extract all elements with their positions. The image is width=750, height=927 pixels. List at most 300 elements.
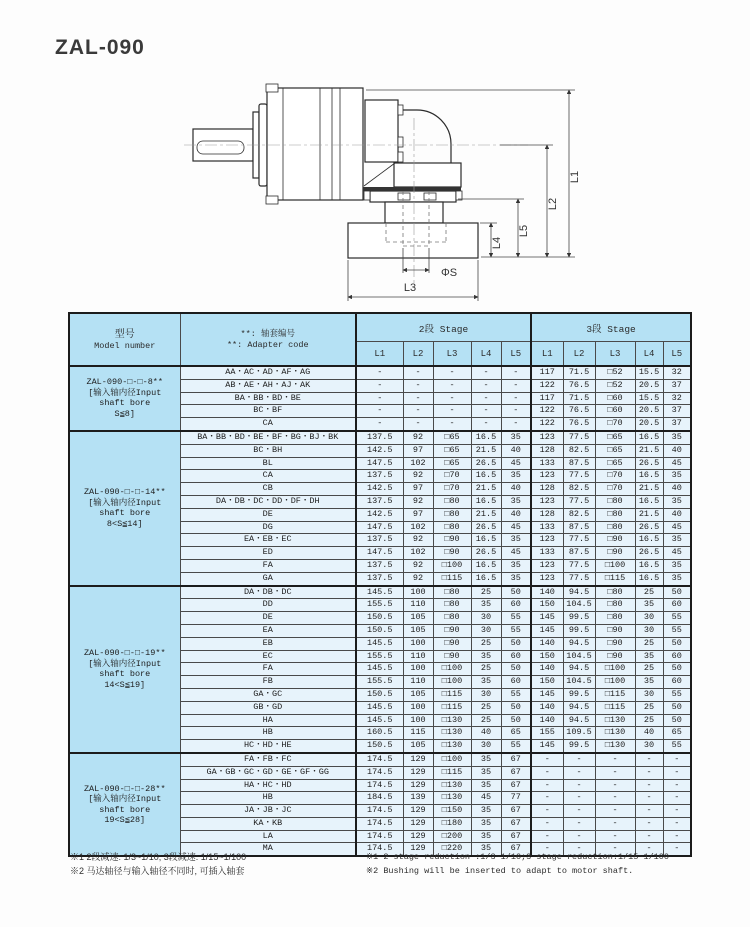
dim-value-cell: 40: [471, 727, 501, 740]
dim-value-cell: 50: [501, 637, 531, 650]
dim-value-cell: -: [663, 805, 691, 818]
dim-value-cell: 140: [531, 701, 563, 714]
dim-value-cell: -: [433, 405, 471, 418]
dim-value-cell: 129: [403, 805, 433, 818]
dim-value-cell: 150.5: [356, 624, 403, 637]
dim-value-cell: □65: [595, 431, 635, 444]
adapter-code-cell: FA: [180, 663, 356, 676]
dim-value-cell: □115: [433, 572, 471, 585]
dim-value-cell: 160.5: [356, 727, 403, 740]
dim-value-cell: □80: [433, 521, 471, 534]
dim-value-cell: 133: [531, 457, 563, 470]
dim-value-cell: -: [595, 779, 635, 792]
dim-value-cell: 145: [531, 612, 563, 625]
dim-value-cell: □52: [595, 366, 635, 379]
dim-value-cell: 26.5: [471, 457, 501, 470]
dim-value-cell: 92: [403, 559, 433, 572]
dim-value-cell: -: [595, 830, 635, 843]
adapter-code-cell: GA: [180, 572, 356, 585]
dim-value-cell: 35: [471, 766, 501, 779]
dim-value-cell: □65: [595, 457, 635, 470]
dim-value-cell: 100: [403, 701, 433, 714]
dim-value-cell: □100: [433, 559, 471, 572]
dim-value-cell: 16.5: [635, 572, 663, 585]
dim-value-cell: -: [635, 779, 663, 792]
dim-value-cell: 174.5: [356, 817, 403, 830]
header-dim: L4: [471, 342, 501, 367]
dim-value-cell: -: [635, 792, 663, 805]
adapter-code-cell: MA: [180, 843, 356, 856]
header-adapter-code: **: 轴套编号 **: Adapter code: [180, 313, 356, 366]
dim-value-cell: 174.5: [356, 766, 403, 779]
adapter-code-cell: HB: [180, 792, 356, 805]
dim-label-phi-s: ΦS: [440, 267, 458, 279]
dim-value-cell: 16.5: [635, 495, 663, 508]
dim-value-cell: 35: [663, 572, 691, 585]
dim-value-cell: -: [531, 792, 563, 805]
dim-value-cell: 60: [501, 676, 531, 689]
adapter-code-cell: CB: [180, 483, 356, 496]
dim-value-cell: □100: [433, 663, 471, 676]
footnote-en-line2: ※2 Bushing will be inserted to adapt to motor shaft.: [366, 865, 634, 876]
dim-value-cell: 76.5: [563, 418, 595, 431]
dim-value-cell: 150.5: [356, 688, 403, 701]
adapter-code-cell: DG: [180, 521, 356, 534]
dim-value-cell: 94.5: [563, 714, 595, 727]
dim-value-cell: □115: [595, 701, 635, 714]
dim-value-cell: 139: [403, 792, 433, 805]
dim-value-cell: 35: [471, 779, 501, 792]
flange-bolt-right: [424, 193, 436, 200]
dim-value-cell: □130: [433, 714, 471, 727]
dim-value-cell: -: [471, 379, 501, 392]
dim-value-cell: -: [531, 753, 563, 766]
header-dim: L2: [563, 342, 595, 367]
dim-value-cell: 87.5: [563, 547, 595, 560]
dim-value-cell: 35: [471, 676, 501, 689]
dim-value-cell: □130: [433, 792, 471, 805]
dim-value-cell: □90: [433, 650, 471, 663]
dim-value-cell: □60: [595, 405, 635, 418]
dim-value-cell: 155.5: [356, 599, 403, 612]
dim-value-cell: 123: [531, 534, 563, 547]
footnote-zh-line1: ※1 2段减速: 1/3~1/10; 3段减速: 1/15~1/100: [70, 852, 247, 862]
dim-value-cell: 92: [403, 495, 433, 508]
dim-value-cell: □90: [595, 624, 635, 637]
dim-value-cell: -: [663, 779, 691, 792]
dim-value-cell: □130: [433, 727, 471, 740]
dim-value-cell: 128: [531, 508, 563, 521]
dim-value-cell: □80: [433, 508, 471, 521]
dim-value-cell: -: [595, 805, 635, 818]
dim-value-cell: -: [531, 779, 563, 792]
dim-value-cell: 55: [501, 688, 531, 701]
dim-value-cell: 82.5: [563, 444, 595, 457]
dim-value-cell: □65: [433, 444, 471, 457]
dim-value-cell: □100: [595, 663, 635, 676]
dim-value-cell: 16.5: [471, 559, 501, 572]
dim-value-cell: □65: [433, 457, 471, 470]
dim-value-cell: -: [471, 405, 501, 418]
dim-value-cell: 97: [403, 508, 433, 521]
adapter-code-cell: CA: [180, 418, 356, 431]
dim-label-l5: L5: [518, 224, 530, 238]
footnote-en-line1: ※1 2 stage reduction :1/3~1/10;3 stage reduction:1/15~1/100: [366, 852, 669, 862]
dim-value-cell: □70: [595, 470, 635, 483]
dim-value-cell: 82.5: [563, 483, 595, 496]
header-stage2: 2段 Stage: [356, 313, 531, 342]
dim-value-cell: 94.5: [563, 663, 595, 676]
dim-value-cell: 122: [531, 418, 563, 431]
dim-value-cell: -: [471, 418, 501, 431]
dim-value-cell: 174.5: [356, 843, 403, 856]
dim-value-cell: 55: [663, 740, 691, 753]
dim-value-cell: 35: [663, 431, 691, 444]
dim-value-cell: -: [433, 392, 471, 405]
adapter-code-cell: BA・BB・BD・BE・BF・BG・BJ・BK: [180, 431, 356, 444]
bolt-bottom: [266, 196, 278, 204]
dim-value-cell: -: [563, 779, 595, 792]
dim-value-cell: 104.5: [563, 599, 595, 612]
dim-value-cell: 92: [403, 470, 433, 483]
dim-label-l1: L1: [569, 170, 581, 184]
dim-value-cell: 104.5: [563, 676, 595, 689]
dim-value-cell: -: [563, 753, 595, 766]
dim-value-cell: 110: [403, 676, 433, 689]
dim-value-cell: 21.5: [471, 508, 501, 521]
dim-value-cell: □70: [433, 483, 471, 496]
dim-value-cell: 25: [471, 637, 501, 650]
dim-value-cell: -: [563, 843, 595, 856]
dim-value-cell: 67: [501, 779, 531, 792]
header-dim: L4: [635, 342, 663, 367]
adapter-code-cell: HA: [180, 714, 356, 727]
dim-value-cell: 35: [501, 470, 531, 483]
dim-value-cell: 129: [403, 753, 433, 766]
dim-value-cell: 50: [663, 586, 691, 599]
footnote-zh: [70, 851, 246, 878]
dim-value-cell: 16.5: [635, 534, 663, 547]
dim-value-cell: 105: [403, 624, 433, 637]
adapter-code-cell: BA・BB・BD・BE: [180, 392, 356, 405]
dim-value-cell: 99.5: [563, 624, 595, 637]
dim-value-cell: -: [433, 366, 471, 379]
dim-value-cell: 15.5: [635, 392, 663, 405]
dim-value-cell: 67: [501, 817, 531, 830]
dim-value-cell: 142.5: [356, 444, 403, 457]
header-model: 型号 Model number: [69, 313, 180, 366]
gear-housing: [267, 88, 363, 200]
dim-value-cell: 155.5: [356, 676, 403, 689]
dim-value-cell: □80: [595, 508, 635, 521]
dim-value-cell: 150: [531, 599, 563, 612]
footnote-zh-line2: ※2 马达轴径与输入轴径不同时, 可插入轴套: [70, 865, 245, 876]
dim-value-cell: 174.5: [356, 830, 403, 843]
dim-value-cell: 140: [531, 637, 563, 650]
dim-value-cell: 21.5: [635, 483, 663, 496]
adapter-code-cell: GB・GD: [180, 701, 356, 714]
dim-value-cell: 35: [663, 495, 691, 508]
plate-band: [363, 187, 461, 191]
dim-value-cell: 21.5: [635, 444, 663, 457]
dim-value-cell: □100: [595, 559, 635, 572]
dim-value-cell: 30: [471, 624, 501, 637]
dim-value-cell: 65: [501, 727, 531, 740]
dim-value-cell: 60: [663, 676, 691, 689]
dim-value-cell: 137.5: [356, 470, 403, 483]
dim-value-cell: -: [563, 792, 595, 805]
page-title: ZAL-090: [55, 36, 145, 59]
dim-value-cell: □70: [433, 470, 471, 483]
dim-value-cell: 145: [531, 740, 563, 753]
adapter-code-cell: FA・FB・FC: [180, 753, 356, 766]
dim-value-cell: 67: [501, 766, 531, 779]
adapter-code-cell: CA: [180, 470, 356, 483]
dim-value-cell: 150.5: [356, 740, 403, 753]
dim-value-cell: 35: [471, 830, 501, 843]
dim-value-cell: □100: [433, 676, 471, 689]
dim-value-cell: 50: [501, 586, 531, 599]
dim-value-cell: 123: [531, 470, 563, 483]
dim-value-cell: -: [501, 379, 531, 392]
adapter-code-cell: EA・EB・EC: [180, 534, 356, 547]
dim-value-cell: 137.5: [356, 559, 403, 572]
dim-value-cell: -: [531, 805, 563, 818]
dim-value-cell: -: [663, 766, 691, 779]
dim-value-cell: 35: [471, 817, 501, 830]
dim-value-cell: -: [403, 366, 433, 379]
dim-value-cell: □80: [595, 495, 635, 508]
dim-value-cell: 20.5: [635, 405, 663, 418]
adapter-code-cell: HA・HC・HD: [180, 779, 356, 792]
dim-value-cell: □80: [595, 586, 635, 599]
dim-value-cell: 50: [663, 637, 691, 650]
dim-value-cell: 45: [663, 521, 691, 534]
dim-value-cell: 55: [663, 688, 691, 701]
adapter-code-cell: DA・DB・DC: [180, 586, 356, 599]
adapter-code-cell: HB: [180, 727, 356, 740]
dim-value-cell: -: [663, 753, 691, 766]
dim-value-cell: □130: [433, 740, 471, 753]
dim-value-cell: □80: [433, 495, 471, 508]
dim-value-cell: 40: [663, 483, 691, 496]
dim-value-cell: -: [595, 766, 635, 779]
dim-value-cell: 60: [663, 599, 691, 612]
dim-value-cell: -: [635, 843, 663, 856]
dim-value-cell: -: [501, 392, 531, 405]
adapter-code-cell: AA・AC・AD・AF・AG: [180, 366, 356, 379]
table-row: [69, 366, 691, 379]
dim-value-cell: 40: [635, 727, 663, 740]
dim-value-cell: □52: [595, 379, 635, 392]
dim-value-cell: □65: [433, 431, 471, 444]
dim-value-cell: 77.5: [563, 572, 595, 585]
dim-value-cell: 129: [403, 843, 433, 856]
dimension-table: [68, 312, 692, 857]
dim-value-cell: 67: [501, 805, 531, 818]
model-group-label: ZAL-090-□-□-14** [输入轴内径Input shaft bore 8<S≦14]: [69, 431, 180, 586]
dim-value-cell: 21.5: [635, 508, 663, 521]
dim-value-cell: 133: [531, 547, 563, 560]
dim-value-cell: -: [403, 379, 433, 392]
dim-value-cell: 60: [501, 599, 531, 612]
dim-value-cell: □115: [433, 701, 471, 714]
dim-value-cell: -: [663, 843, 691, 856]
table-body: [69, 366, 691, 856]
adapter-code-cell: EC: [180, 650, 356, 663]
dim-value-cell: 145.5: [356, 714, 403, 727]
dim-value-cell: □100: [433, 753, 471, 766]
dim-value-cell: 30: [635, 612, 663, 625]
dim-value-cell: □90: [595, 637, 635, 650]
dim-value-cell: -: [403, 392, 433, 405]
dim-value-cell: 32: [663, 392, 691, 405]
dim-value-cell: -: [471, 392, 501, 405]
dim-value-cell: 94.5: [563, 586, 595, 599]
adapter-code-cell: JA・JB・JC: [180, 805, 356, 818]
dim-value-cell: 174.5: [356, 805, 403, 818]
dim-value-cell: 77: [501, 792, 531, 805]
dim-value-cell: -: [356, 418, 403, 431]
dim-value-cell: 145.5: [356, 663, 403, 676]
dim-value-cell: -: [356, 392, 403, 405]
dim-value-cell: -: [403, 418, 433, 431]
dim-value-cell: □80: [595, 599, 635, 612]
dim-value-cell: 55: [663, 624, 691, 637]
header-dim: L5: [501, 342, 531, 367]
dim-value-cell: 60: [663, 650, 691, 663]
dim-value-cell: 60: [501, 650, 531, 663]
dim-value-cell: -: [595, 817, 635, 830]
dim-value-cell: □130: [433, 779, 471, 792]
adapter-code-cell: HC・HD・HE: [180, 740, 356, 753]
dim-value-cell: □90: [595, 547, 635, 560]
header-dim: L3: [433, 342, 471, 367]
table-row: [69, 753, 691, 766]
dim-value-cell: 87.5: [563, 521, 595, 534]
dim-value-cell: 55: [501, 624, 531, 637]
dim-value-cell: 82.5: [563, 508, 595, 521]
dim-value-cell: -: [501, 366, 531, 379]
dim-value-cell: 133: [531, 521, 563, 534]
dim-value-cell: 129: [403, 779, 433, 792]
adapter-code-cell: LA: [180, 830, 356, 843]
dim-value-cell: 45: [501, 547, 531, 560]
dim-value-cell: 26.5: [635, 457, 663, 470]
dim-value-cell: 26.5: [635, 521, 663, 534]
dim-value-cell: 105: [403, 740, 433, 753]
dim-value-cell: 32: [663, 366, 691, 379]
dim-value-cell: -: [595, 843, 635, 856]
dim-value-cell: 109.5: [563, 727, 595, 740]
dim-value-cell: 45: [663, 457, 691, 470]
adapter-code-cell: ED: [180, 547, 356, 560]
dim-value-cell: 45: [501, 521, 531, 534]
dim-value-cell: 16.5: [635, 431, 663, 444]
dim-value-cell: 145.5: [356, 637, 403, 650]
dim-value-cell: 87.5: [563, 457, 595, 470]
dim-value-cell: □80: [433, 586, 471, 599]
dim-value-cell: □130: [595, 714, 635, 727]
dim-value-cell: 40: [501, 508, 531, 521]
dim-value-cell: 20.5: [635, 379, 663, 392]
dim-value-cell: 35: [663, 534, 691, 547]
elbow-plate: [394, 163, 461, 187]
dim-value-cell: -: [531, 766, 563, 779]
dim-label-l3: L3: [403, 282, 417, 294]
dim-value-cell: 150: [531, 650, 563, 663]
dim-value-cell: 105: [403, 688, 433, 701]
dim-value-cell: 26.5: [471, 547, 501, 560]
dim-value-cell: -: [595, 792, 635, 805]
dim-value-cell: 71.5: [563, 392, 595, 405]
adapter-code-cell: BC・BH: [180, 444, 356, 457]
dim-value-cell: 97: [403, 483, 433, 496]
elbow-diagonal: [364, 163, 395, 186]
gearbox-outline: [193, 88, 478, 258]
dim-value-cell: 35: [501, 495, 531, 508]
dim-value-cell: 16.5: [471, 470, 501, 483]
dim-value-cell: 123: [531, 431, 563, 444]
dim-value-cell: □115: [433, 766, 471, 779]
adapter-code-cell: DD: [180, 599, 356, 612]
dim-value-cell: □80: [595, 521, 635, 534]
dim-value-cell: 145: [531, 624, 563, 637]
dim-value-cell: □90: [433, 637, 471, 650]
dim-value-cell: 21.5: [471, 483, 501, 496]
dim-value-cell: 102: [403, 457, 433, 470]
dim-value-cell: □200: [433, 830, 471, 843]
dim-value-cell: 94.5: [563, 701, 595, 714]
dim-value-cell: 30: [471, 612, 501, 625]
dim-value-cell: 77.5: [563, 470, 595, 483]
dim-value-cell: 147.5: [356, 547, 403, 560]
table-row: [69, 586, 691, 599]
dim-value-cell: -: [433, 379, 471, 392]
model-group-label: ZAL-090-□-□-28** [输入轴内径Input shaft bore 19<S≦28]: [69, 753, 180, 856]
dim-value-cell: 140: [531, 714, 563, 727]
dim-value-cell: □80: [595, 612, 635, 625]
bolt-top: [266, 84, 278, 92]
dim-label-l4: L4: [491, 236, 503, 250]
dim-value-cell: 150: [531, 676, 563, 689]
dim-value-cell: 55: [501, 612, 531, 625]
motor-flange: [348, 223, 478, 258]
dim-value-cell: 92: [403, 431, 433, 444]
elbow-housing: [398, 110, 451, 163]
adapter-code-cell: FB: [180, 676, 356, 689]
dim-value-cell: 16.5: [635, 559, 663, 572]
adapter-code-cell: BC・BF: [180, 405, 356, 418]
dim-value-cell: 35: [635, 599, 663, 612]
adapter-code-cell: EA: [180, 624, 356, 637]
dim-value-cell: 155.5: [356, 650, 403, 663]
dim-value-cell: 30: [635, 688, 663, 701]
dim-value-cell: 35: [471, 843, 501, 856]
dim-value-cell: 35: [663, 470, 691, 483]
dim-value-cell: □90: [595, 650, 635, 663]
dim-value-cell: 104.5: [563, 650, 595, 663]
model-group-label: ZAL-090-□-□-19** [输入轴内径Input shaft bore 14<S≦19]: [69, 586, 180, 753]
dim-value-cell: 174.5: [356, 779, 403, 792]
dim-value-cell: 40: [501, 444, 531, 457]
dim-value-cell: 100: [403, 663, 433, 676]
dim-value-cell: □70: [595, 483, 635, 496]
dim-value-cell: 30: [471, 688, 501, 701]
dim-value-cell: 25: [471, 586, 501, 599]
dim-value-cell: 45: [501, 457, 531, 470]
dim-value-cell: 71.5: [563, 366, 595, 379]
